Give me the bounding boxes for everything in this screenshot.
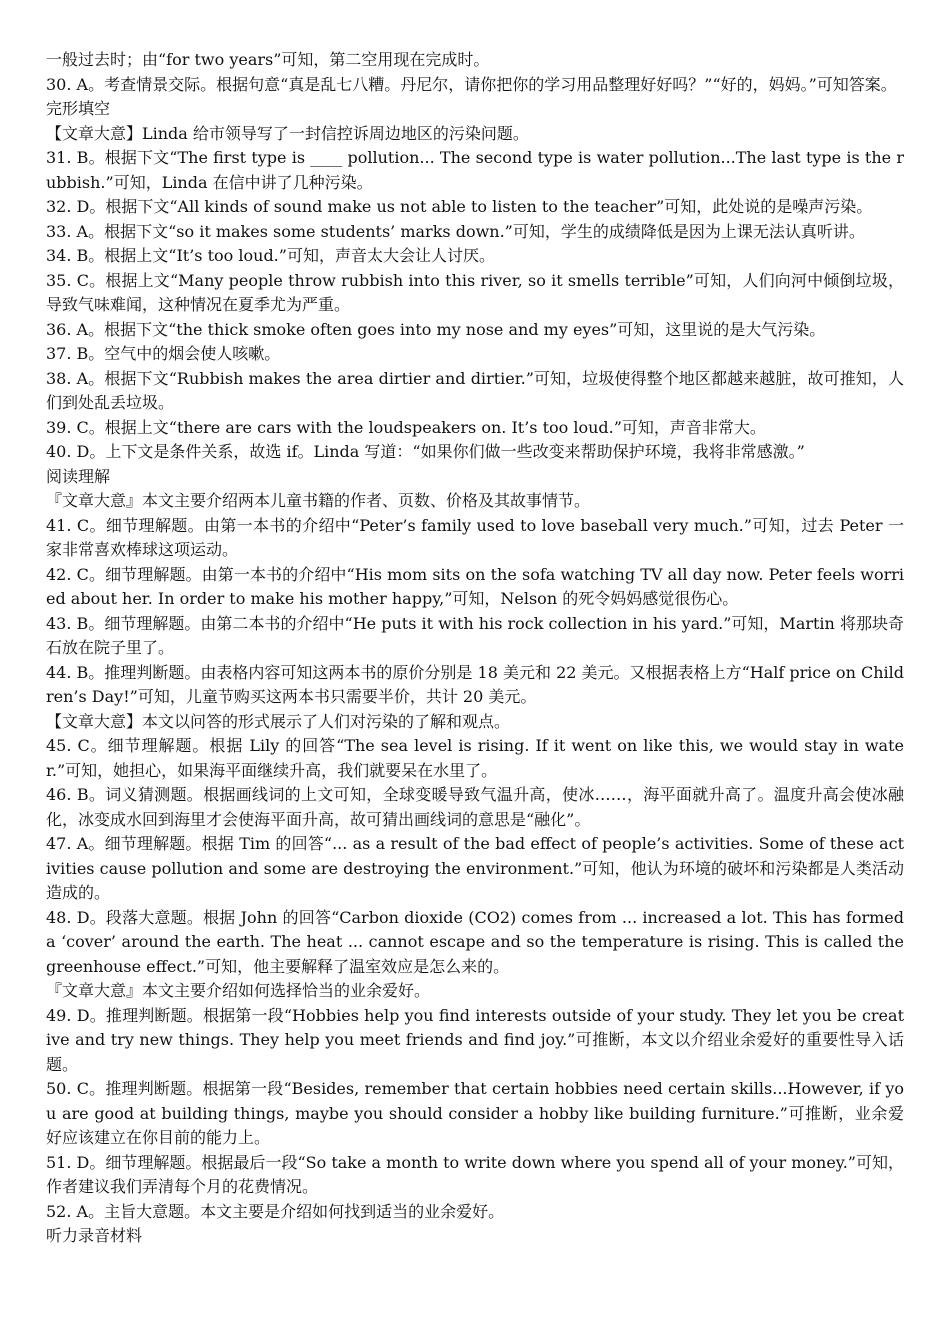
answer-48: 48. D。段落大意题。根据 John 的回答“Carbon dioxide (CO2) comes from ... increased a lot. This has formed a ‘cover’ around the earth. The heat ... cannot escape and so the temperature is rising. This is called the greenhouse effect.”可知，他主要解释了温室效应是怎么来的。 xyxy=(46,907,904,976)
article-summary: 【文章大意】本文以问答的形式展示了人们对污染的了解和观点。 xyxy=(46,711,511,731)
answer-34: 34. B。根据上文“It’s too loud.”可知，声音太大会让人讨厌。 xyxy=(46,246,495,265)
answer-30: 30. A。考查情景交际。根据句意“真是乱七八糟。丹尼尔，请你把你的学习用品整理好好吗？”“好的，妈妈。”可知答案。 xyxy=(46,74,897,94)
answer-52: 52. A。主旨大意题。本文主要是介绍如何找到适当的业余爱好。 xyxy=(46,1201,505,1221)
article-summary: 『文章大意』本文主要介绍两本儿童书籍的作者、页数、价格及其故事情节。 xyxy=(46,491,591,510)
article-summary: 【文章大意】Linda 给市领导写了一封信控诉周边地区的污染问题。 xyxy=(46,123,529,143)
answer-38: 38. A。根据下文“Rubbish makes the area dirtier and dirtier.”可知，垃圾使得整个地区都越来越脏，故可推知，人们到处乱丢垃圾。 xyxy=(46,368,904,412)
answer-45: 45. C。细节理解题。根据 Lily 的回答“The sea level is rising. If it went on like this, we would stay in water.”可知，她担心，如果海平面继续升高，我们就要呆在水里了。 xyxy=(46,736,904,780)
article-summary: 『文章大意』本文主要介绍如何选择恰当的业余爱好。 xyxy=(46,981,431,1000)
answer-37: 37. B。空气中的烟会使人咳嗽。 xyxy=(46,344,281,363)
answer-50: 50. C。推理判断题。根据第一段“Besides, remember that certain hobbies need certain skills...However, if you are good at building things, maybe you should consider a hobby like building furniture.”可推断，业余爱好应该建立在你目前的能力上。 xyxy=(46,1079,904,1147)
answer-31: 31. B。根据下文“The first type is ____ pollution... The second type is water pollution...The last type is the rubbish.”可知，Linda 在信中讲了几种污染。 xyxy=(46,148,904,192)
answer-32: 32. D。根据下文“All kinds of sound make us not able to listen to the teacher”可知，此处说的是噪声污染。 xyxy=(46,197,873,216)
answer-40: 40. D。上下文是条件关系，故选 if。Linda 写道：“如果你们做一些改变来帮助保护环境，我将非常感激。” xyxy=(46,442,805,461)
answer-51: 51. D。细节理解题。根据最后一段“So take a month to write down where you spend all of your money.”可知，作者建议我们弄清每个月的花费情况。 xyxy=(46,1152,904,1196)
answer-42: 42. C。细节理解题。由第一本书的介绍中“His mom sits on the sofa watching TV all day now. Peter feels worried about her. In order to make his mother happy,”可知，Nelson 的死令妈妈感觉很伤心。 xyxy=(46,564,904,608)
answer-46: 46. B。词义猜测题。根据画线词的上文可知，全球变暖导致气温升高，使冰……，海平面就升高了。温度升高会使冰融化，冰变成水回到海里才会使海平面升高，故可猜出画线词的意思是“融化”。 xyxy=(46,785,904,829)
answer-49: 49. D。推理判断题。根据第一段“Hobbies help you find interests outside of your study. They let you be creative and try new things. They help you meet friends and find joy.”可推断，本文以介绍业余爱好的重要性导入话题。 xyxy=(46,1005,904,1074)
section-heading-reading: 阅读理解 xyxy=(46,466,111,486)
section-heading-listening: 听力录音材料 xyxy=(46,1226,143,1245)
answer-39: 39. C。根据上文“there are cars with the loudspeakers on. It’s too loud.”可知，声音非常大。 xyxy=(46,417,766,437)
answer-35: 35. C。根据上文“Many people throw rubbish into this river, so it smells terrible”可知，人们向河中倾倒垃圾，导致气味难闻，这种情况在夏季尤为严重。 xyxy=(46,270,904,314)
answer-44: 44. B。推理判断题。由表格内容可知这两本书的原价分别是 18 美元和 22 美元。又根据表格上方“Half price on Children’s Day!”可知，儿童节购买这两本书只需要半价，共计 20 美元。 xyxy=(46,662,904,706)
answer-41: 41. C。细节理解题。由第一本书的介绍中“Peter’s family used to love baseball very much.”可知，过去 Peter 一家非常喜欢棒球这项运动。 xyxy=(46,515,904,559)
answer-43: 43. B。细节理解题。由第二本书的介绍中“He puts it with his rock collection in his yard.”可知，Martin 将那块奇石放在院子里了。 xyxy=(46,613,904,657)
section-heading-cloze: 完形填空 xyxy=(46,99,111,118)
answer-47: 47. A。细节理解题。根据 Tim 的回答“... as a result of the bad effect of people’s activities. Some of these activities cause pollution and some are destroying the environment.”可知，他认为环境的破坏和污染都是人类活动造成的。 xyxy=(46,834,904,902)
text-line: 一般过去时；由“for two years”可知，第二空用现在完成时。 xyxy=(46,50,490,69)
answer-33: 33. A。根据下文“so it makes some students’ marks down.”可知，学生的成绩降低是因为上课无法认真听讲。 xyxy=(46,221,865,241)
answer-36: 36. A。根据下文“the thick smoke often goes into my nose and my eyes”可知，这里说的是大气污染。 xyxy=(46,319,826,339)
